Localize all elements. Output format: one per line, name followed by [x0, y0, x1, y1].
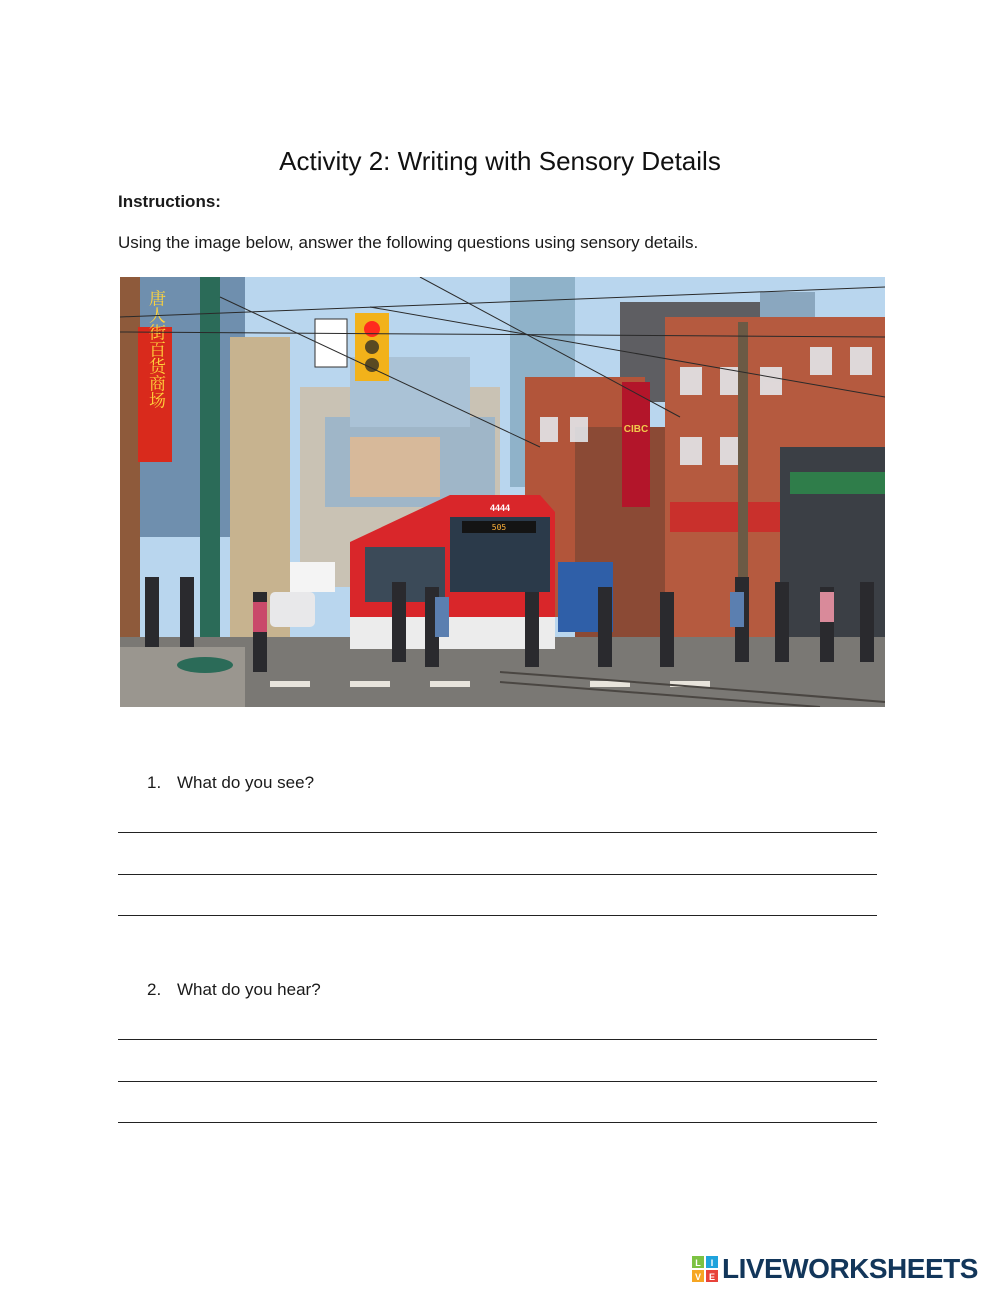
instructions-text: Using the image below, answer the following questions using sensory details. — [118, 233, 699, 252]
answer-line[interactable] — [118, 874, 877, 875]
route-display: 505 — [491, 523, 507, 532]
question-number: 2. — [147, 980, 162, 999]
instructions-label: Instructions: — [118, 192, 221, 211]
page-title: Activity 2: Writing with Sensory Details — [279, 146, 721, 176]
svg-text:L: L — [695, 1258, 701, 1268]
question-1 — [147, 773, 314, 793]
question-number: 1. — [147, 773, 162, 792]
chinatown-vertical-sign: 唐人街百货商场 — [145, 289, 165, 409]
cibc-sign: CIBC — [623, 424, 649, 435]
answer-line[interactable] — [118, 1122, 877, 1123]
answer-line[interactable] — [118, 915, 877, 916]
street-photo — [120, 277, 885, 707]
question-text: What do you see? — [177, 773, 315, 792]
question-2 — [147, 980, 321, 1000]
svg-text:I: I — [710, 1258, 714, 1268]
liveworksheets-wordmark: LIVEWORKSHEETS — [722, 1253, 978, 1284]
liveworksheets-logo-icon — [692, 1256, 718, 1282]
answer-line[interactable] — [118, 832, 877, 833]
svg-text:E: E — [708, 1272, 716, 1282]
svg-text:V: V — [694, 1272, 702, 1282]
tram-number: 4444 — [489, 503, 511, 513]
question-text: What do you hear? — [177, 980, 321, 999]
answer-line[interactable] — [118, 1039, 877, 1040]
liveworksheets-brand — [692, 1253, 978, 1285]
answer-line[interactable] — [118, 1081, 877, 1082]
